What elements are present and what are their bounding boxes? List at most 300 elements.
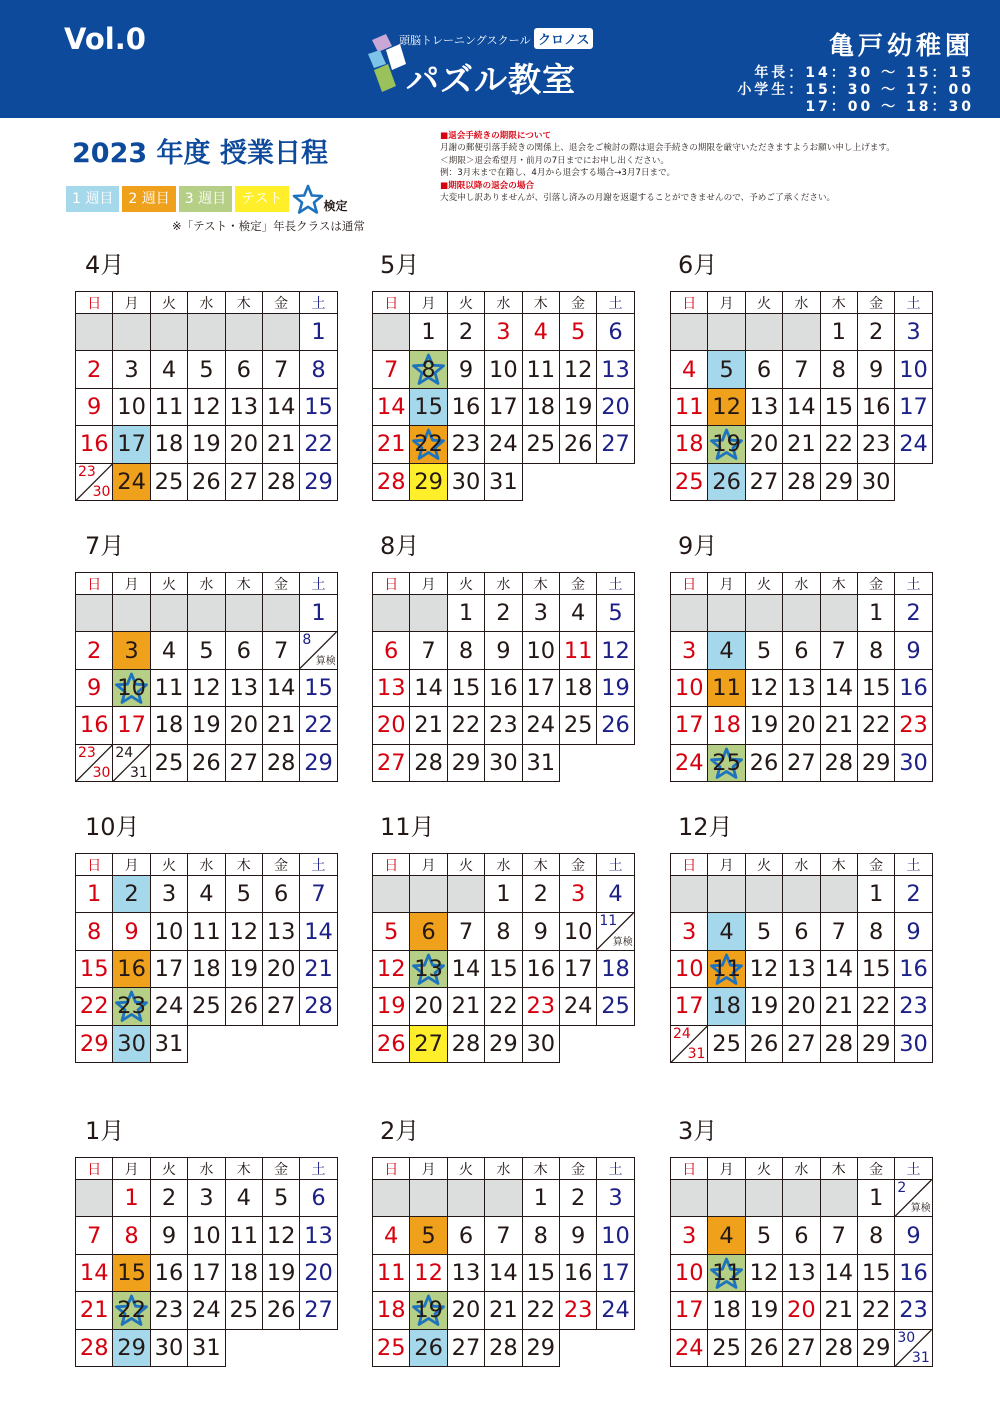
day-cell — [708, 1254, 745, 1291]
day-cell — [262, 463, 299, 500]
day-cell — [262, 913, 299, 950]
month-calendar — [75, 291, 338, 501]
day-cell — [410, 950, 447, 987]
day-cell — [745, 707, 782, 744]
month-calendar — [75, 1157, 338, 1367]
day-number: 10 — [563, 918, 593, 945]
logo-brand: クロノス — [534, 28, 593, 49]
day-number: 22 — [861, 1297, 891, 1324]
weekday-header: 火 — [745, 1158, 782, 1180]
day-number: 12 — [749, 674, 779, 701]
day-number: 29 — [861, 749, 891, 776]
day-cell — [447, 351, 484, 388]
day-cell — [300, 876, 337, 913]
month-calendar — [75, 853, 338, 1063]
day-number: 28 — [266, 749, 296, 776]
day-cell — [410, 314, 447, 351]
day-cell — [300, 1292, 337, 1329]
day-number: 16 — [79, 712, 109, 739]
day-number: 26 — [229, 993, 259, 1020]
blank-cell — [262, 314, 299, 351]
day-cell — [671, 669, 708, 706]
day-cell — [373, 744, 410, 781]
day-cell — [410, 388, 447, 425]
day-number: 25 — [712, 749, 741, 776]
logo — [366, 26, 616, 116]
day-cell — [373, 913, 410, 950]
day-cell — [708, 632, 745, 669]
blank-cell — [783, 1180, 820, 1217]
day-cell — [745, 632, 782, 669]
blank-cell — [671, 314, 708, 351]
day-number: 21 — [824, 993, 854, 1020]
day-cell — [671, 463, 708, 500]
day-number: 28 — [824, 1030, 854, 1057]
day-cell — [522, 1292, 559, 1329]
day-number: 3 — [906, 319, 921, 346]
weekday-header: 月 — [113, 573, 150, 595]
day-number: 18 — [192, 955, 221, 982]
day-cell — [783, 1329, 820, 1366]
day-cell — [262, 876, 299, 913]
day-cell — [447, 1217, 484, 1254]
day-cell — [150, 1292, 187, 1329]
month-label: 5月 — [380, 251, 420, 279]
day-number: 3 — [124, 637, 139, 664]
day-cell — [783, 632, 820, 669]
withdrawal-notice — [440, 130, 895, 204]
day-number: 12 — [266, 1222, 296, 1249]
day-number: 10 — [899, 356, 928, 383]
day-number: 16 — [489, 674, 518, 701]
day-cell — [783, 707, 820, 744]
day-cell — [113, 1292, 150, 1329]
day-number: 29 — [414, 468, 443, 495]
blank-cell — [708, 595, 745, 632]
day-cell — [597, 314, 634, 351]
day-number: 8 — [868, 1222, 884, 1249]
day-number: 22 — [824, 431, 854, 458]
month-calendar — [75, 572, 338, 782]
day-cell — [783, 388, 820, 425]
day-cell — [895, 1217, 932, 1254]
day-number: 2 — [570, 1185, 586, 1212]
day-cell — [188, 351, 225, 388]
day-number: 29 — [304, 749, 333, 776]
day-number: 21 — [824, 712, 854, 739]
day-cell — [559, 988, 596, 1025]
day-number: 10 — [192, 1222, 221, 1249]
day-number: 9 — [87, 674, 102, 701]
day-cell — [262, 426, 299, 463]
day-number: 26 — [749, 1334, 779, 1361]
day-cell — [262, 351, 299, 388]
day-cell — [262, 632, 299, 669]
day-cell — [708, 669, 745, 706]
day-number: 15 — [451, 674, 481, 701]
weekday-header: 木 — [522, 1158, 559, 1180]
day-number: 14 — [266, 674, 296, 701]
day-number: 9 — [906, 1222, 921, 1249]
day-number: 25 — [192, 993, 221, 1020]
day-cell — [857, 595, 894, 632]
day-cell — [522, 913, 559, 950]
day-cell — [262, 707, 299, 744]
day-cell — [447, 744, 484, 781]
day-number: 12 — [712, 393, 741, 420]
day-cell — [262, 744, 299, 781]
day-cell — [188, 1292, 225, 1329]
day-cell — [447, 1329, 484, 1366]
day-cell — [671, 388, 708, 425]
day-number: 2 — [87, 356, 102, 383]
legend-kentei: 検定 — [323, 198, 348, 213]
day-number: 22 — [489, 993, 518, 1020]
day-number: 17 — [674, 712, 704, 739]
day-number: 7 — [458, 918, 474, 945]
day-cell — [559, 595, 596, 632]
day-number: 13 — [304, 1222, 333, 1249]
notice-heading-1: ■退会手続きの期限について — [440, 131, 552, 141]
day-cell — [857, 388, 894, 425]
day-cell — [447, 1292, 484, 1329]
day-cell — [188, 388, 225, 425]
day-number: 18 — [601, 955, 630, 982]
day-number: 4 — [384, 1222, 399, 1249]
day-cell — [150, 1217, 187, 1254]
day-number: 21 — [266, 712, 296, 739]
day-cell — [113, 1217, 150, 1254]
day-cell — [895, 1254, 932, 1291]
weekday-header: 金 — [559, 1158, 596, 1180]
blank-cell — [447, 876, 484, 913]
day-number: 30 — [489, 749, 518, 776]
day-number: 31 — [489, 468, 518, 495]
weekday-header: 水 — [485, 292, 522, 314]
day-number: 26 — [749, 1030, 779, 1057]
day-cell — [597, 1292, 634, 1329]
day-number: 17 — [117, 712, 146, 739]
day-cell — [485, 314, 522, 351]
split-date-second: 31 — [911, 1349, 930, 1366]
day-number: 14 — [824, 1259, 854, 1286]
day-number: 8 — [302, 632, 312, 649]
day-number: 24 — [899, 431, 928, 458]
day-cell — [522, 314, 559, 351]
day-cell — [485, 876, 522, 913]
school-name: 亀戸幼稚園 — [828, 31, 974, 60]
day-cell — [373, 632, 410, 669]
weekday-header: 金 — [857, 1158, 894, 1180]
day-number: 20 — [787, 712, 816, 739]
day-number: 5 — [273, 1185, 289, 1212]
day-cell — [485, 1217, 522, 1254]
day-number: 24 — [489, 431, 518, 458]
day-number: 21 — [414, 712, 443, 739]
blank-cell — [373, 314, 410, 351]
day-number: 23 — [154, 1297, 184, 1324]
day-cell — [708, 913, 745, 950]
day-cell — [895, 388, 932, 425]
day-number: 7 — [831, 1222, 846, 1249]
day-number: 10 — [489, 356, 518, 383]
day-number: 6 — [608, 319, 623, 346]
day-number: 4 — [719, 918, 734, 945]
day-number: 15 — [117, 1259, 146, 1286]
weekday-header: 火 — [745, 292, 782, 314]
day-cell — [485, 950, 522, 987]
day-number: 1 — [87, 881, 102, 908]
day-cell — [113, 1180, 150, 1217]
day-number: 24 — [526, 712, 556, 739]
day-number: 13 — [601, 356, 630, 383]
day-number: 12 — [192, 393, 221, 420]
weekday-header: 土 — [597, 854, 634, 876]
day-cell — [262, 1254, 299, 1291]
blank-cell — [373, 595, 410, 632]
day-cell — [410, 463, 447, 500]
day-cell — [597, 876, 634, 913]
day-number: 14 — [824, 674, 854, 701]
day-number: 3 — [682, 1222, 697, 1249]
day-number: 20 — [376, 712, 406, 739]
day-cell — [820, 744, 857, 781]
day-number: 28 — [824, 1334, 854, 1361]
weekday-header: 日 — [671, 1158, 708, 1180]
blank-cell — [671, 1180, 708, 1217]
day-number: 1 — [458, 600, 474, 627]
day-number: 19 — [601, 674, 630, 701]
day-number: 5 — [570, 319, 586, 346]
day-cell — [522, 351, 559, 388]
day-cell — [485, 351, 522, 388]
day-number: 3 — [161, 881, 177, 908]
weekday-header: 月 — [410, 573, 447, 595]
day-cell — [485, 388, 522, 425]
day-cell — [150, 1329, 187, 1366]
day-number: 21 — [489, 1297, 518, 1324]
day-cell — [225, 988, 262, 1025]
day-cell — [300, 595, 337, 632]
day-number: 29 — [824, 468, 854, 495]
split-date-first: 30 — [897, 1329, 916, 1346]
day-cell — [410, 1254, 447, 1291]
weekday-header: 日 — [76, 292, 113, 314]
day-cell — [857, 876, 894, 913]
day-number: 4 — [236, 1185, 251, 1212]
day-cell — [485, 426, 522, 463]
day-number: 27 — [304, 1297, 333, 1324]
day-number: 6 — [236, 356, 251, 383]
day-cell — [447, 707, 484, 744]
day-cell — [895, 707, 932, 744]
blank-cell — [113, 314, 150, 351]
weekday-header: 火 — [745, 573, 782, 595]
day-cell — [783, 744, 820, 781]
day-cell — [820, 426, 857, 463]
weekday-header: 火 — [447, 573, 484, 595]
weekday-header: 水 — [485, 573, 522, 595]
day-cell — [188, 950, 225, 987]
day-number: 22 — [79, 993, 109, 1020]
day-number: 19 — [749, 1297, 779, 1324]
notice-heading-2: ■期限以降の退会の場合 — [440, 180, 535, 191]
weekday-header: 日 — [373, 292, 410, 314]
day-number: 3 — [682, 918, 697, 945]
day-cell — [262, 1217, 299, 1254]
day-cell — [559, 388, 596, 425]
day-cell — [113, 876, 150, 913]
split-date-second: 30 — [92, 483, 111, 500]
day-number: 25 — [154, 749, 184, 776]
day-number: 20 — [601, 393, 630, 420]
legend-note: ※「テスト・検定」年長クラスは通常 — [172, 219, 365, 233]
blank-cell — [671, 595, 708, 632]
day-cell — [447, 1025, 484, 1062]
day-cell — [820, 314, 857, 351]
day-cell — [745, 351, 782, 388]
day-cell — [188, 876, 225, 913]
day-number: 14 — [489, 1259, 518, 1286]
day-number: 5 — [756, 637, 772, 664]
day-number: 18 — [712, 993, 741, 1020]
weekday-header: 水 — [188, 1158, 225, 1180]
day-number: 30 — [861, 468, 891, 495]
weekday-header: 金 — [262, 1158, 299, 1180]
day-cell — [820, 950, 857, 987]
day-number: 25 — [229, 1297, 259, 1324]
day-cell — [447, 913, 484, 950]
day-cell — [76, 950, 113, 987]
day-cell — [225, 1217, 262, 1254]
day-cell — [485, 463, 522, 500]
day-number: 11 — [712, 1259, 741, 1286]
day-cell — [300, 744, 337, 781]
day-number: 14 — [266, 393, 296, 420]
day-number: 17 — [117, 431, 146, 458]
day-cell — [559, 1292, 596, 1329]
day-cell — [857, 744, 894, 781]
day-cell — [113, 632, 150, 669]
day-cell — [895, 988, 932, 1025]
day-cell — [820, 669, 857, 706]
day-cell — [820, 1025, 857, 1062]
day-cell — [262, 1292, 299, 1329]
day-number: 18 — [154, 431, 184, 458]
time-elementary-1: 小学生：15：30 〜 17：00 — [737, 82, 974, 98]
day-cell — [150, 351, 187, 388]
blank-cell — [150, 595, 187, 632]
day-number: 30 — [154, 1334, 184, 1361]
day-number: 8 — [496, 918, 511, 945]
day-cell — [300, 669, 337, 706]
day-number: 18 — [563, 674, 593, 701]
weekday-header: 月 — [708, 573, 745, 595]
day-cell — [671, 426, 708, 463]
weekday-header: 金 — [262, 573, 299, 595]
day-number: 19 — [376, 993, 406, 1020]
day-number: 24 — [563, 993, 593, 1020]
day-cell — [225, 426, 262, 463]
month-label: 10月 — [85, 813, 140, 841]
day-cell — [522, 1329, 559, 1366]
day-cell — [745, 426, 782, 463]
day-number: 20 — [787, 993, 816, 1020]
month-label: 7月 — [85, 532, 125, 560]
day-number: 4 — [719, 1222, 734, 1249]
notice-line-2: ＜期限＞退会希望月・前月の7日までにお申し出ください。 — [440, 155, 669, 166]
day-cell — [76, 707, 113, 744]
day-number: 13 — [451, 1259, 481, 1286]
day-cell — [857, 314, 894, 351]
day-number: 18 — [712, 1297, 741, 1324]
day-cell — [708, 426, 745, 463]
day-number: 29 — [451, 749, 481, 776]
weekday-header: 日 — [76, 1158, 113, 1180]
month-calendar — [372, 572, 635, 782]
day-cell — [783, 988, 820, 1025]
month-calendar — [372, 853, 635, 1063]
day-number: 15 — [79, 955, 109, 982]
day-number: 29 — [117, 1334, 146, 1361]
day-number: 24 — [192, 1297, 221, 1324]
day-cell — [820, 1329, 857, 1366]
day-cell — [671, 1254, 708, 1291]
day-number: 12 — [192, 674, 221, 701]
blank-cell — [225, 314, 262, 351]
day-cell — [783, 950, 820, 987]
day-number: 3 — [496, 319, 511, 346]
day-cell — [76, 1292, 113, 1329]
day-number: 21 — [376, 431, 406, 458]
day-cell — [895, 595, 932, 632]
day-cell — [150, 1025, 187, 1062]
split-date-first: 23 — [78, 744, 96, 761]
blank-cell — [671, 876, 708, 913]
day-cell — [373, 426, 410, 463]
weekday-header: 月 — [113, 292, 150, 314]
weekday-header: 土 — [895, 573, 932, 595]
day-cell — [113, 426, 150, 463]
sanken-mark: 算検 — [315, 655, 336, 667]
day-number: 27 — [266, 993, 296, 1020]
day-number: 23 — [899, 993, 928, 1020]
day-cell — [671, 632, 708, 669]
day-cell — [857, 351, 894, 388]
blank-cell — [150, 314, 187, 351]
day-number: 2 — [496, 600, 511, 627]
day-number: 14 — [787, 393, 816, 420]
day-cell — [485, 1292, 522, 1329]
weekday-header: 水 — [485, 854, 522, 876]
day-cell — [150, 950, 187, 987]
day-cell — [857, 669, 894, 706]
day-number: 16 — [899, 1259, 928, 1286]
weekday-header: 金 — [857, 573, 894, 595]
day-cell — [783, 351, 820, 388]
day-number: 27 — [451, 1334, 481, 1361]
day-number: 6 — [458, 1222, 474, 1249]
blank-cell — [783, 314, 820, 351]
day-cell — [410, 1025, 447, 1062]
day-cell — [708, 388, 745, 425]
day-cell — [522, 744, 559, 781]
sanken-mark: 算検 — [612, 936, 633, 948]
day-number: 11 — [599, 913, 618, 930]
weekday-header: 金 — [559, 854, 596, 876]
day-number: 9 — [906, 637, 921, 664]
day-number: 11 — [712, 674, 741, 701]
